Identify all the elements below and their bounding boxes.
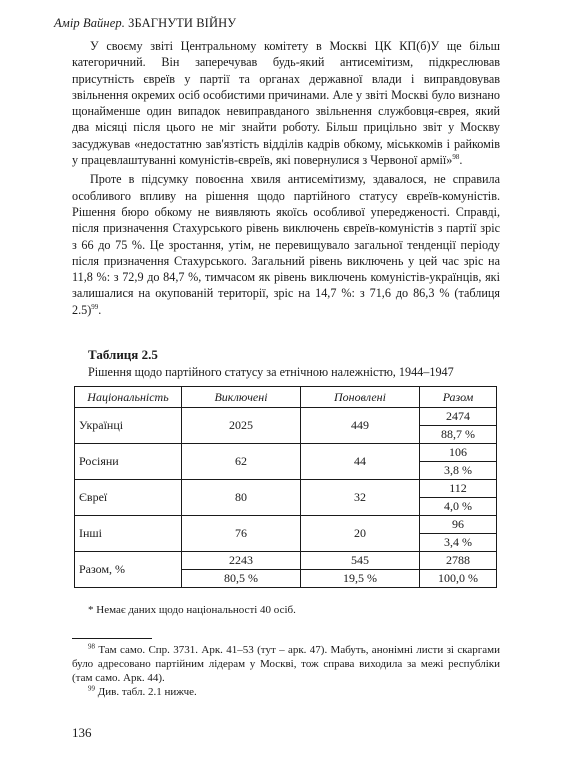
- restored-cell: 545: [301, 552, 420, 570]
- total-cell: 2788: [420, 552, 497, 570]
- total-cell: 96: [420, 516, 497, 534]
- excluded-cell: 76: [182, 516, 301, 552]
- paragraph-tail: .: [98, 302, 102, 317]
- footnote-text: Див. табл. 2.1 нижче.: [97, 686, 197, 698]
- running-head: [54, 16, 236, 31]
- footnote-ref: 99: [91, 302, 99, 311]
- excluded-cell: 80: [182, 480, 301, 516]
- share-cell: 3,4 %: [420, 534, 497, 552]
- running-head-author: Амір Вайнер.: [54, 16, 125, 30]
- restored-cell: 449: [301, 408, 420, 444]
- paragraph-text: Проте в підсумку повоєнна хвиля антисемітизму, здавалося, не справила особливого впливу на рішення щодо партійного статусу євреїв-комуністів. Рішення бюро обкому не виявляють якоїсь особливої упередженості. Справді, після призначення Стахурського рівень виключень євреїв-комуністів з партії зріс з 66 до 75 %. Це зростання, утім, не перевищувало загальної тенденції періоду після призначення Стахурського. Загальний рівень виключень у цей час зріс на 11,8 %: з 72,9 до 84,7 %, тимчасом як рівень виключень комуністів-українців, які залишалися на окупованій території, зріс на 14,7 %: з 71,6 до 86,3 % (таблиця 2.5): [72, 172, 500, 317]
- total-cell: 112: [420, 480, 497, 498]
- excluded-cell: 2243: [182, 552, 301, 570]
- excluded-cell: 62: [182, 444, 301, 480]
- table-caption: Рішення щодо партійного статусу за етнічною належністю, 1944–1947: [88, 365, 454, 379]
- row-label: Українці: [75, 408, 182, 444]
- share-cell: 3,8 %: [420, 462, 497, 480]
- table-row: [75, 444, 497, 462]
- row-label: Інші: [75, 516, 182, 552]
- footnotes: [72, 643, 500, 699]
- table-title: Таблиця 2.5: [88, 347, 158, 362]
- table-header-row: [75, 387, 497, 408]
- excluded-pct-cell: 80,5 %: [182, 570, 301, 588]
- row-label: Євреї: [75, 480, 182, 516]
- table-note: * Немає даних щодо національності 40 осіб.: [88, 604, 296, 616]
- table-row: [75, 480, 497, 498]
- running-head-title: ЗБАГНУТИ ВІЙНУ: [128, 16, 237, 30]
- total-pct-cell: 100,0 %: [420, 570, 497, 588]
- paragraph-text: У своєму звіті Центральному комітету в Москві ЦК КП(б)У ще більш категоричний. Він заперечував будь-який антисемітизм, підкреслював присутність євреїв у партії та органах державної влади і виправдовував звільнення окремих осіб особистими причинами. Але у звіті Москві було визнано щонайменше один випадок невиправданого звільнення службовця-єврея, який два місяці після цього не міг знайти роботу. Більш прицільно звіт у Москву засуджував «недостатню зав'язтість відділів кадрів обкому, міськкомів і райкомів у працевлаштуванні комуністів-євреїв, які повернулися з Червоної армії»: [72, 39, 500, 168]
- footnote-ref: 98: [452, 153, 460, 162]
- restored-cell: 44: [301, 444, 420, 480]
- footnote-mark: 98: [88, 642, 95, 651]
- footnote-divider: [72, 638, 152, 639]
- footnote: [72, 685, 500, 699]
- paragraph: [72, 38, 500, 168]
- paragraph-tail: .: [459, 153, 463, 168]
- party-status-table: [74, 386, 497, 588]
- column-header: Разом: [420, 387, 497, 408]
- row-label: Росіяни: [75, 444, 182, 480]
- footnote-text: Там само. Спр. 3731. Арк. 41–53 (тут – арк. 47). Мабуть, анонімні листи зі скаргами було адресовано партійним лідерам у Москві, тож справа виходила за межі республіки (там само. Арк. 44).: [72, 644, 501, 684]
- column-header: Виключені: [182, 387, 301, 408]
- paragraph: [72, 171, 500, 318]
- column-header: Поновлені: [301, 387, 420, 408]
- table-row: [75, 408, 497, 426]
- footnote-mark: 99: [88, 684, 95, 693]
- total-cell: 2474: [420, 408, 497, 426]
- totals-row: [75, 552, 497, 570]
- total-cell: 106: [420, 444, 497, 462]
- share-cell: 88,7 %: [420, 426, 497, 444]
- restored-pct-cell: 19,5 %: [301, 570, 420, 588]
- table-row: [75, 516, 497, 534]
- body-text: [72, 38, 500, 321]
- share-cell: 4,0 %: [420, 498, 497, 516]
- row-label: Разом, %: [75, 552, 182, 588]
- restored-cell: 32: [301, 480, 420, 516]
- excluded-cell: 2025: [182, 408, 301, 444]
- restored-cell: 20: [301, 516, 420, 552]
- page-number: 136: [72, 725, 92, 740]
- column-header: Національність: [75, 387, 182, 408]
- footnote: [72, 643, 500, 685]
